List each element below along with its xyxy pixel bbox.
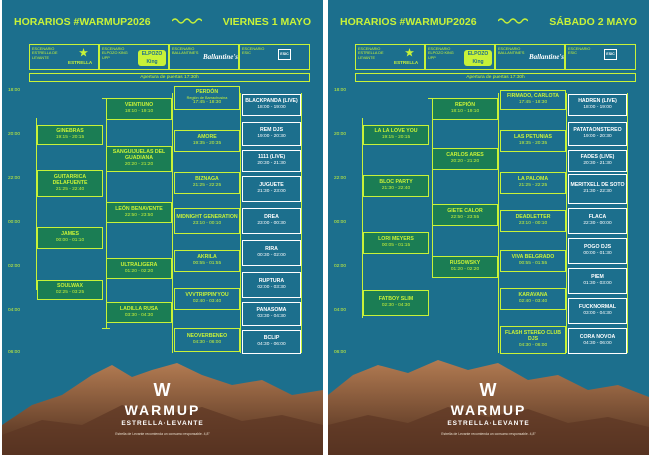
sponsor-label: ESCENARIO ESTRELLA DE LEVANTE xyxy=(32,47,58,60)
act-box[interactable] xyxy=(568,268,627,294)
act-name: AMORE xyxy=(197,134,217,141)
act-name: SANGUIJUELAS DEL GUADIANA xyxy=(112,149,166,162)
act-box[interactable] xyxy=(242,240,301,266)
act-time: 01:20 - 02:20 xyxy=(450,267,480,273)
act-time: 23:00 - 00:30 xyxy=(257,221,286,227)
warmup-logo: WARMUP xyxy=(450,402,527,418)
sponsor-estrella xyxy=(355,44,425,70)
act-name: DEADLETTER xyxy=(515,214,551,221)
sponsor-label: ESCENARIO ESTRELLA DE LEVANTE xyxy=(358,47,384,60)
act-box[interactable] xyxy=(174,86,240,110)
act-name: SOULWAX xyxy=(57,283,83,290)
act-name: BIZNAGA xyxy=(195,176,219,183)
sponsor-ballantines xyxy=(169,44,239,70)
time-label: 20:00 xyxy=(334,132,347,137)
act-time: 22:50 - 23:55 xyxy=(450,215,480,221)
act-box[interactable] xyxy=(37,170,103,197)
act-name: GINEBRAS xyxy=(56,128,84,135)
act-box[interactable] xyxy=(363,290,429,316)
act-box[interactable] xyxy=(174,172,240,194)
act-time: 00:30 - 02:00 xyxy=(257,253,286,259)
apertura-label: Apertura de puertas 17:30h xyxy=(355,73,636,82)
act-time: 04:30 - 06:00 xyxy=(192,340,222,346)
sponsor-label: ESCENARIO ESIC xyxy=(568,47,591,56)
act-subtitle: Región de Barrachusina xyxy=(186,95,228,100)
act-name: PATATAONSTEREO xyxy=(573,127,622,134)
act-name: BCLIP xyxy=(263,335,280,342)
act-box[interactable] xyxy=(363,125,429,145)
connector-line xyxy=(301,93,302,353)
act-name: LADILLA RUSA xyxy=(119,305,159,312)
time-label: 02:00 xyxy=(8,264,21,269)
act-time: 00:55 - 01:55 xyxy=(192,261,222,267)
act-name: REPIÓN xyxy=(455,102,475,109)
act-box[interactable] xyxy=(500,90,566,110)
act-time: 22:50 - 23:50 xyxy=(124,212,154,218)
act-box[interactable] xyxy=(174,208,240,234)
act-time: 21:30 - 22:40 xyxy=(381,186,411,192)
act-box[interactable] xyxy=(568,94,627,116)
connector-line xyxy=(172,93,173,353)
sponsor-esic xyxy=(565,44,636,70)
act-box[interactable] xyxy=(37,227,103,249)
schedule-grid xyxy=(2,88,323,368)
act-box[interactable] xyxy=(432,98,498,120)
act-box[interactable] xyxy=(568,150,627,172)
act-time: 21:25 - 22:25 xyxy=(192,183,222,189)
sponsor-label: ESCENARIO BALLANTINE'S xyxy=(172,47,199,56)
sponsor-elpozo xyxy=(425,44,495,70)
connector-line xyxy=(566,93,567,353)
act-box[interactable] xyxy=(106,98,172,120)
act-time: 21:25 - 22:25 xyxy=(518,183,548,189)
act-name: VIVA BELGRADO xyxy=(511,254,555,261)
act-name: ULTRALIGERA xyxy=(120,261,158,268)
poster-title xyxy=(340,14,637,30)
act-box[interactable] xyxy=(432,256,498,278)
act-box[interactable] xyxy=(568,174,627,204)
act-box[interactable] xyxy=(242,150,301,172)
act-box[interactable] xyxy=(432,204,498,226)
connector-line xyxy=(627,93,628,353)
sponsor-label: ESCENARIO BALLANTINE'S xyxy=(498,47,525,56)
act-box[interactable] xyxy=(500,250,566,272)
act-name: FLASH STEREO CLUB DJS xyxy=(505,330,561,343)
act-box[interactable] xyxy=(242,122,301,146)
warmup-logo-mark: W xyxy=(479,380,498,400)
sponsor-ballantines xyxy=(495,44,565,70)
connector-line xyxy=(432,98,433,278)
act-box[interactable] xyxy=(37,280,103,300)
act-box[interactable] xyxy=(568,122,627,146)
wave-icon xyxy=(498,16,528,26)
act-time: 00:05 - 01:15 xyxy=(381,243,411,249)
act-box[interactable] xyxy=(174,250,240,272)
act-time: 19:35 - 20:35 xyxy=(518,141,548,147)
act-time: 20:20 - 21:20 xyxy=(124,162,154,167)
sponsor-elpozo xyxy=(99,44,169,70)
act-time: 17:45 - 18:30 xyxy=(518,100,548,106)
act-name: NEOVERBENEO xyxy=(186,333,228,340)
act-box[interactable] xyxy=(106,146,172,172)
poster-sabado xyxy=(328,0,649,455)
act-name: GIETE CALOR xyxy=(447,208,483,215)
act-box[interactable] xyxy=(106,302,172,323)
act-box[interactable] xyxy=(500,210,566,232)
act-name: LAS PETUNIAS xyxy=(513,134,553,141)
time-label: 00:00 xyxy=(334,220,347,225)
time-label: 02:00 xyxy=(334,264,347,269)
act-name: RUPTURA xyxy=(258,278,285,285)
poster-title xyxy=(14,14,311,30)
act-name: MERITXELL DE SOTO xyxy=(570,182,625,189)
time-label: 22:00 xyxy=(8,176,21,181)
act-time: 20:30 - 21:30 xyxy=(257,161,286,167)
act-box[interactable] xyxy=(174,288,240,310)
act-time: 20:30 - 21:30 xyxy=(583,161,612,167)
act-box[interactable] xyxy=(242,94,301,116)
estrella-levante-wordmark: ESTRELLA·LEVANTE xyxy=(121,420,204,427)
act-name: FADES (LIVE) xyxy=(580,154,615,161)
act-name: FIRMADO, CARLOTA xyxy=(506,93,560,100)
act-name: JUGUETE xyxy=(259,182,284,189)
time-label: 06:00 xyxy=(8,350,21,355)
act-time: 23:10 - 00:10 xyxy=(192,221,222,227)
act-name: LA LA LOVE YOU xyxy=(374,128,418,135)
warmup-logo: WARMUP xyxy=(124,402,201,418)
act-name: VVVTRIPPIN'YOU xyxy=(185,292,229,299)
act-name: PANASOMA xyxy=(256,307,287,314)
act-name: REM DJS xyxy=(259,127,284,134)
sponsor-logo: Ballantine's xyxy=(529,53,565,61)
act-name: FLACA xyxy=(588,214,607,221)
sponsor-esic xyxy=(239,44,310,70)
poster-viernes xyxy=(2,0,323,455)
act-time: 03:30 - 04:30 xyxy=(257,314,286,320)
act-box[interactable] xyxy=(500,172,566,194)
act-time: 21:30 - 22:30 xyxy=(583,189,612,195)
time-label: 18:00 xyxy=(334,88,347,93)
act-name: FUCKNORMAL xyxy=(578,304,617,311)
act-time: 23:10 - 00:10 xyxy=(518,221,548,227)
act-time: 01:20 - 02:20 xyxy=(124,268,154,274)
poster-title-right: VIERNES 1 MAYO xyxy=(222,16,311,28)
sponsor-label: ESCENARIO ELPOZO KING UPP xyxy=(102,47,128,60)
act-time: 22:30 - 00:00 xyxy=(583,221,612,227)
act-box[interactable] xyxy=(432,148,498,170)
act-name: LA PALOMA xyxy=(517,176,549,183)
act-box[interactable] xyxy=(106,258,172,279)
sponsor-logo: Ballantine's xyxy=(203,53,239,61)
act-name: PIEM xyxy=(591,274,604,281)
act-time: 20:20 - 21:20 xyxy=(450,159,480,165)
poster-title-left: HORARIOS #WARMUP2026 xyxy=(14,16,151,28)
act-time: 19:35 - 20:35 xyxy=(192,141,222,147)
act-name: LEÓN BENAVENTE xyxy=(115,205,163,212)
warmup-logo-mark: W xyxy=(153,380,172,400)
act-time: 02:40 - 03:40 xyxy=(518,299,548,305)
act-name: POGO DJS xyxy=(583,244,612,251)
sponsor-label: ESCENARIO ESIC xyxy=(242,47,265,56)
act-box[interactable] xyxy=(37,125,103,145)
act-time: 18:00 - 19:00 xyxy=(257,105,286,111)
act-time: 03:00 - 04:30 xyxy=(583,311,612,317)
sponsor-strip xyxy=(355,44,636,70)
act-name: VEINTIUNO xyxy=(124,102,154,109)
act-time: 19:00 - 20:30 xyxy=(257,134,286,140)
act-name: RIRA xyxy=(265,246,278,253)
act-time: 19:15 - 20:15 xyxy=(55,135,85,141)
act-time: 01:30 - 03:00 xyxy=(583,281,612,287)
act-box[interactable] xyxy=(568,238,627,264)
connector-line xyxy=(102,328,110,329)
legal-notice: Estrella de Levante recomienda un consumo responsable. 4,8° xyxy=(441,432,536,436)
time-label: 22:00 xyxy=(334,176,347,181)
act-time: 18:10 - 19:10 xyxy=(450,109,480,115)
act-box[interactable] xyxy=(500,130,566,152)
sponsor-logo: ESIC xyxy=(278,49,291,60)
act-name: LORI MEYERS xyxy=(378,236,414,243)
act-name: BLACKPANDA (LIVE) xyxy=(245,98,298,105)
act-box[interactable] xyxy=(568,298,627,324)
star-icon xyxy=(405,48,414,57)
connector-line xyxy=(498,93,499,353)
sponsor-estrella xyxy=(29,44,99,70)
schedule-grid xyxy=(328,88,649,368)
act-time: 19:15 - 20:15 xyxy=(381,135,411,141)
connector-line xyxy=(362,118,363,318)
act-time: 04:30 - 06:00 xyxy=(518,343,548,348)
act-time: 19:00 - 20:30 xyxy=(583,134,612,140)
time-label: 18:00 xyxy=(8,88,21,93)
act-name: BLOC PARTY xyxy=(379,179,413,186)
act-name: GUITARRICA DELAFUENTE xyxy=(52,173,88,186)
legal-notice: Estrella de Levante recomienda un consumo responsable. 4,8° xyxy=(115,432,210,436)
act-box[interactable] xyxy=(242,176,301,202)
time-label: 20:00 xyxy=(8,132,21,137)
act-box[interactable] xyxy=(174,130,240,152)
sponsor-logo: ELPOZO King xyxy=(138,50,166,66)
act-time: 18:10 - 19:10 xyxy=(124,109,154,115)
act-box[interactable] xyxy=(363,175,429,197)
time-label: 00:00 xyxy=(8,220,21,225)
act-time: 02:30 - 04:30 xyxy=(381,303,411,309)
act-name: FATBOY SLIM xyxy=(378,296,414,303)
act-box[interactable] xyxy=(568,208,627,234)
sponsor-logo: ESTRELLA xyxy=(394,60,419,65)
connector-line xyxy=(240,93,241,353)
act-time: 04:30 - 06:00 xyxy=(257,342,286,348)
act-name: CARLOS ARES xyxy=(446,152,484,159)
act-box[interactable] xyxy=(106,202,172,223)
estrella-levante-wordmark: ESTRELLA·LEVANTE xyxy=(447,420,530,427)
act-time: 03:30 - 04:30 xyxy=(124,312,154,318)
act-name: KARAVANA xyxy=(518,292,548,299)
act-box[interactable] xyxy=(242,302,301,326)
wave-icon xyxy=(172,16,202,26)
poster-title-right: SÁBADO 2 MAYO xyxy=(549,16,637,28)
act-name: HADREN (LIVE) xyxy=(578,98,617,105)
act-name: PERDÓN xyxy=(195,89,219,95)
sponsor-label: ESCENARIO ELPOZO KING UPP xyxy=(428,47,454,60)
act-time: 17:45 - 18:30 xyxy=(192,100,222,106)
act-time: 02:25 - 03:25 xyxy=(55,290,85,296)
act-name: JAMES xyxy=(61,231,79,238)
act-box[interactable] xyxy=(363,232,429,254)
act-name: DREA xyxy=(264,214,279,221)
time-label: 04:00 xyxy=(8,308,21,313)
act-box[interactable] xyxy=(500,288,566,310)
sponsor-logo: ESTRELLA xyxy=(68,60,93,65)
act-time: 00:00 - 01:30 xyxy=(583,251,612,257)
act-name: CORA NOVOA xyxy=(579,334,616,341)
act-time: 18:00 - 19:00 xyxy=(583,105,612,111)
act-time: 00:55 - 01:55 xyxy=(518,261,548,267)
act-box[interactable] xyxy=(242,208,301,234)
poster-title-left: HORARIOS #WARMUP2026 xyxy=(340,16,477,28)
sponsor-strip xyxy=(29,44,310,70)
act-name: AKRILA xyxy=(197,254,217,261)
time-label: 04:00 xyxy=(334,308,347,313)
act-time: 02:00 - 03:30 xyxy=(257,285,286,291)
act-time: 04:30 - 06:00 xyxy=(583,341,612,347)
act-time: 02:40 - 03:40 xyxy=(192,299,222,305)
act-name: 1111 (LIVE) xyxy=(257,154,286,161)
act-time: 21:30 - 23:00 xyxy=(257,189,286,195)
star-icon xyxy=(79,48,88,57)
act-time: 21:25 - 22:40 xyxy=(55,186,85,192)
act-time: 00:00 - 01:10 xyxy=(55,238,85,244)
act-box[interactable] xyxy=(242,272,301,298)
time-label: 06:00 xyxy=(334,350,347,355)
sponsor-logo: ELPOZO King xyxy=(464,50,492,66)
apertura-label: Apertura de puertas 17:30h xyxy=(29,73,310,82)
act-name: RUSOWSKY xyxy=(449,260,481,267)
sponsor-logo: ESIC xyxy=(604,49,617,60)
act-name: MIDNIGHT GENERATION xyxy=(176,214,238,221)
